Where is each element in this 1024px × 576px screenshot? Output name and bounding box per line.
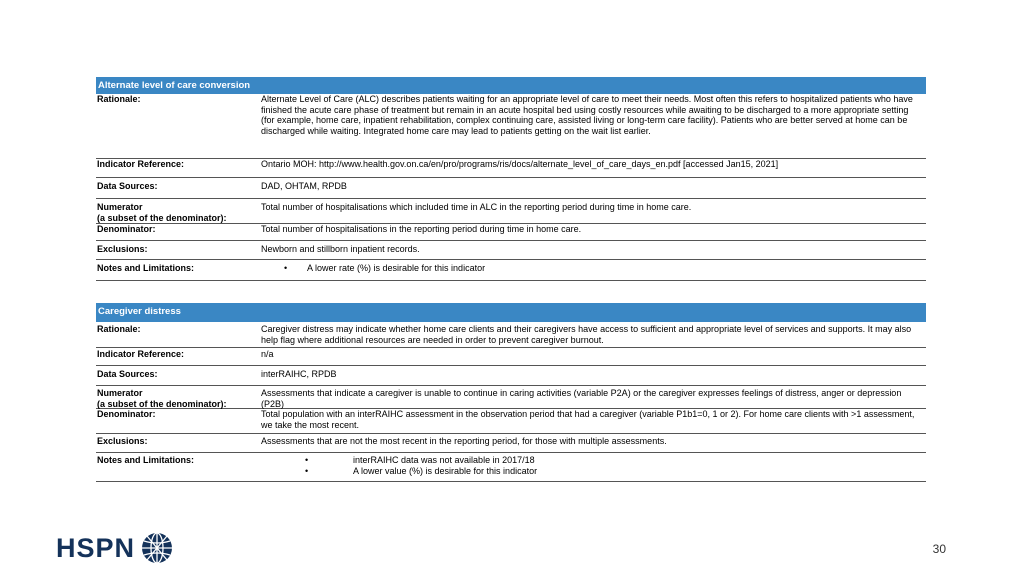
row-label: Notes and Limitations:	[97, 455, 195, 465]
caregiver-indicator-table	[96, 303, 926, 482]
row-label: Numerator (a subset of the denominator):	[97, 388, 227, 409]
rationale-row	[96, 94, 926, 159]
sources-row	[96, 178, 926, 199]
reference-row	[96, 348, 926, 366]
row-value: Total population with an interRAIHC assessment in the observation period that had a caregiver (variable P1b1=0, 1 or 2). For home care clients with >1 assessment, we take the most recent.	[261, 409, 915, 430]
list-item: • A lower rate (%) is desirable for this indicator	[261, 263, 920, 274]
row-label: Rationale:	[97, 94, 141, 104]
row-value	[261, 263, 926, 280]
row-label: Indicator Reference:	[97, 159, 185, 169]
notes-row	[96, 260, 926, 281]
logo-text: HSPN	[56, 532, 136, 563]
row-label: Data Sources:	[97, 369, 158, 379]
row-label: Data Sources:	[97, 181, 158, 191]
row-value: Ontario MOH: http://www.health.gov.on.ca/en/pro/programs/ris/docs/alternate_level_of_care_days_en.pdf [accessed Jan15, 2021]	[261, 159, 779, 169]
row-label: Rationale:	[97, 324, 141, 334]
row-label: Denominator:	[97, 224, 156, 234]
notes-list	[261, 263, 920, 274]
globe-icon	[141, 532, 173, 564]
row-label: Indicator Reference:	[97, 349, 185, 359]
list-item: • interRAIHC data was not available in 2017/18	[261, 455, 920, 466]
table-title: Alternate level of care conversion	[96, 77, 926, 94]
sources-row	[96, 366, 926, 386]
row-value	[261, 455, 926, 481]
row-value: Total number of hospitalisations in the reporting period during time in home care.	[261, 224, 582, 234]
reference-row	[96, 159, 926, 178]
row-label: Exclusions:	[97, 244, 148, 254]
row-value: n/a	[261, 349, 274, 359]
row-value: Caregiver distress may indicate whether home care clients and their caregivers have access to sufficient and appropriate level of services and supports. It may also help flag where additional resources are needed in order to prevent caregiver burnout.	[261, 324, 912, 345]
rationale-row	[96, 322, 926, 348]
denominator-row	[96, 224, 926, 241]
row-value: Total number of hospitalisations which included time in ALC in the reporting period during time in home care.	[261, 202, 692, 212]
numerator-row	[96, 386, 926, 409]
row-label: Notes and Limitations:	[97, 263, 195, 273]
row-value: Assessments that are not the most recent in the reporting period, for those with multiple assessments.	[261, 436, 667, 446]
alc-indicator-table	[96, 77, 926, 281]
row-value: Alternate Level of Care (ALC) describes patients waiting for an appropriate level of care to meet their needs. Most often this refers to hospitalized patients who have finished the acute care phase of treatment but remain in an acute hospital bed using costly resources while awaiting to be discharged to a more appropriate setting (for example, home care, inpatient rehabilitation, complex continuing care, assisted living or long-term care facility). Patients who are better served at home can be discharged while waiting. Integrated home care may lead to patients getting on the wait list earlier.	[261, 94, 913, 136]
page-number: 30	[932, 542, 946, 556]
row-value: DAD, OHTAM, RPDB	[261, 181, 347, 191]
exclusions-row	[96, 241, 926, 260]
notes-list	[261, 455, 920, 476]
hspn-logo	[56, 532, 173, 564]
row-label: Numerator (a subset of the denominator):	[97, 202, 227, 223]
numerator-row	[96, 199, 926, 224]
row-value: Newborn and stillborn inpatient records.	[261, 244, 420, 254]
row-value: Assessments that indicate a caregiver is unable to continue in caring activities (variable P2A) or the caregiver expresses feelings of distress, anger or depression (P2B)	[261, 388, 902, 409]
row-label: Denominator:	[97, 409, 156, 419]
row-value: interRAIHC, RPDB	[261, 369, 337, 379]
exclusions-row	[96, 434, 926, 453]
denominator-row	[96, 409, 926, 434]
row-label: Exclusions:	[97, 436, 148, 446]
list-item: • A lower value (%) is desirable for this indicator	[261, 466, 920, 477]
table-title: Caregiver distress	[96, 303, 926, 322]
notes-row	[96, 453, 926, 482]
